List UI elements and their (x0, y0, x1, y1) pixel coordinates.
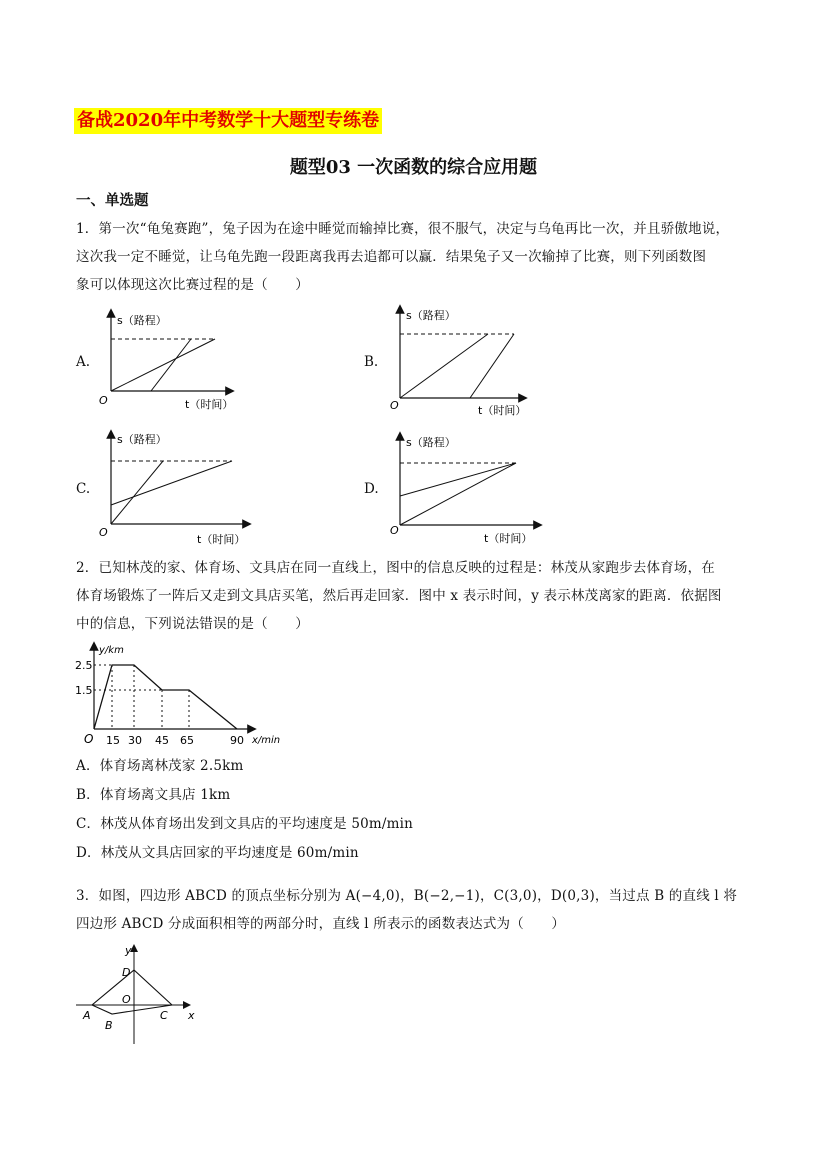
question-2-text (76, 554, 766, 638)
rabbit-line (151, 339, 191, 391)
page-title: 题型03 一次函数的综合应用题 (289, 157, 538, 178)
question-3-line: 四边形 ABCD 分成面积相等的两部分时，直线 l 所表示的函数表达式为（ ） (76, 916, 566, 932)
section-heading: 一、单选题 (76, 192, 149, 209)
q1-option-a-label: A. (76, 354, 91, 370)
question-3-text (76, 882, 776, 938)
exam-banner: 备战2020年中考数学十大题型专练卷 (74, 108, 382, 134)
q1-option-b-label: B. (364, 354, 379, 370)
tortoise-line (111, 461, 232, 505)
question-2-line: 2．已知林茂的家、体育场、文具店在同一直线上，图中的信息反映的过程是：林茂从家跑步去体育场，在 (76, 560, 715, 576)
rabbit-line (470, 334, 514, 398)
question-1-text (76, 215, 766, 299)
q1-option-d-label: D. (364, 481, 379, 497)
quadrilateral-abcd (92, 970, 172, 1014)
tortoise-line (400, 463, 516, 496)
tortoise-line (111, 339, 215, 391)
question-1-line: 1．第一次“龟兔赛跑”，兔子因为在途中睡觉而输掉比赛，很不服气，决定与乌龟再比一次，并且骄傲地说， (76, 221, 730, 237)
y-axis-label: s（路程） (117, 433, 167, 446)
y-axis-label: s（路程） (406, 309, 456, 322)
y-tick: 1.5 (75, 684, 93, 697)
x-axis-label: t（时间） (197, 533, 246, 546)
x-axis-label: t（时间） (185, 398, 234, 411)
x-label: x (188, 1009, 195, 1022)
question-1-line: 象可以体现这次比赛过程的是（ ） (76, 277, 309, 293)
y-axis-label: s（路程） (406, 436, 456, 449)
q2-option-c: C．林茂从体育场出发到文具店的平均速度是 50m/min (76, 816, 414, 832)
origin-label: O (390, 399, 399, 412)
rabbit-line (400, 463, 516, 525)
x-tick: 30 (128, 734, 142, 747)
origin-label: O (390, 524, 399, 537)
x-tick: 65 (180, 734, 194, 747)
q2-distance-time-graph (72, 640, 287, 750)
q1-option-c-label: C. (76, 481, 91, 497)
tortoise-line (400, 334, 488, 398)
point-b-label: B (105, 1019, 113, 1032)
q2-option-a: A．体育场离林茂家 2.5km (76, 758, 244, 774)
y-axis-label: s（路程） (117, 314, 167, 327)
point-a-label: A (83, 1009, 91, 1022)
origin-label: O (84, 732, 94, 746)
x-tick: 15 (106, 734, 120, 747)
x-tick: 45 (155, 734, 169, 747)
x-tick: 90 (230, 734, 244, 747)
y-axis-label: y/km (99, 645, 124, 656)
point-d-label: D (122, 966, 131, 979)
origin-label: O (99, 394, 108, 407)
question-3-line: 3．如图，四边形 ABCD 的顶点坐标分别为 A(−4,0)，B(−2,−1)，C(3,0)，D(0,3)，当过点 B 的直线 l 将 (76, 888, 738, 904)
y-label: y (125, 944, 132, 957)
q1-graph-d (388, 430, 553, 548)
q2-option-d: D．林茂从文具店回家的平均速度是 60m/min (76, 845, 359, 861)
x-axis-label: t（时间） (478, 404, 527, 417)
point-c-label: C (160, 1009, 168, 1022)
guide-lines (94, 665, 189, 729)
y-tick: 2.5 (75, 659, 93, 672)
x-axis-label: x/min (252, 735, 281, 746)
x-axis-label: t（时间） (484, 532, 533, 545)
q3-quadrilateral-figure (72, 940, 202, 1050)
question-1-line: 这次我一定不睡觉，让乌龟先跑一段距离我再去追都可以赢．结果兔子又一次输掉了比赛，则下列函数图 (76, 249, 707, 265)
q1-graph-c (97, 428, 257, 548)
question-2-line: 中的信息，下列说法错误的是（ ） (76, 616, 309, 632)
origin-label: O (99, 526, 108, 539)
q1-graph-b (388, 303, 558, 418)
question-2-line: 体育场锻炼了一阵后又走到文具店买笔，然后再走回家．图中 x 表示时间，y 表示林茂离家的距离．依据图 (76, 588, 722, 604)
q1-graph-a (95, 307, 265, 412)
origin-label: O (122, 993, 131, 1006)
rabbit-line (111, 461, 163, 524)
distance-polyline (94, 665, 237, 729)
q2-option-b: B．体育场离文具店 1km (76, 787, 231, 803)
question-2-options (76, 752, 766, 868)
